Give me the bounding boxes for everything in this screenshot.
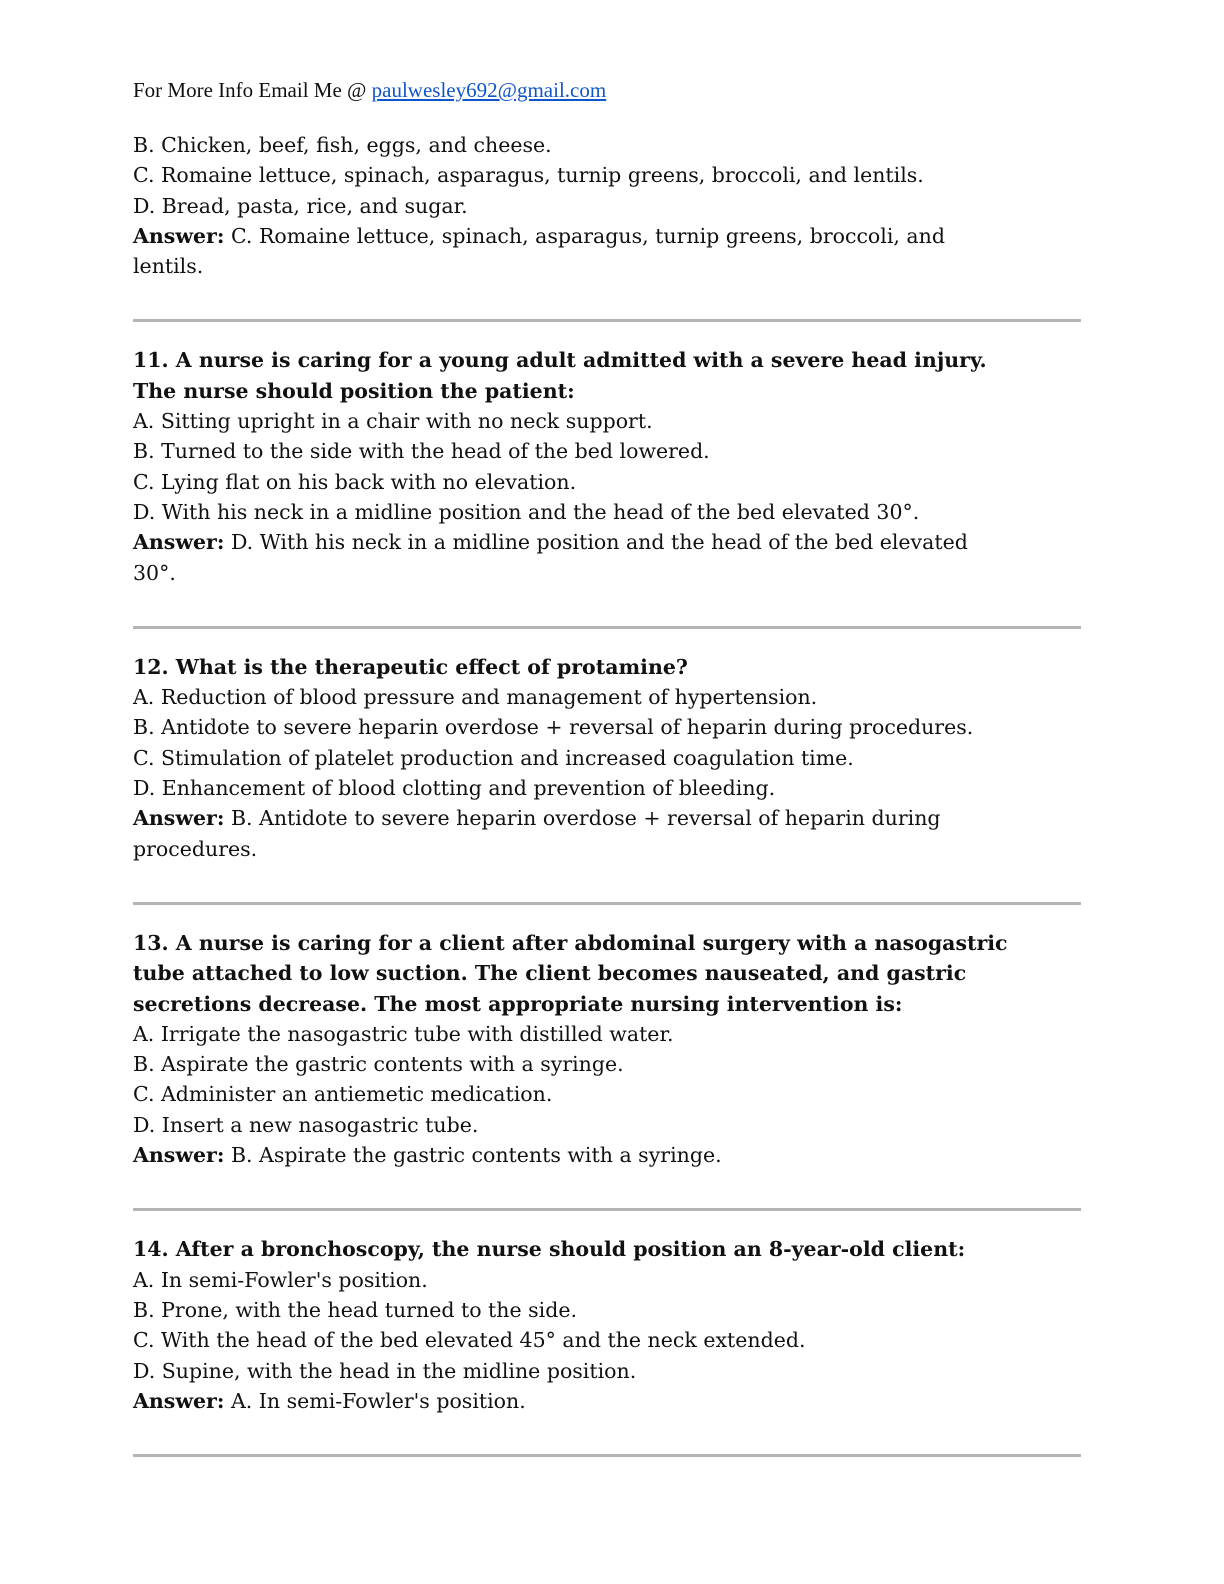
answer-text-cont: 30°.	[133, 560, 176, 585]
answer-line	[133, 527, 1081, 557]
answer-text: B. Antidote to severe heparin overdose + reversal of heparin during	[230, 806, 941, 831]
option-c: C. Lying flat on his back with no elevation.	[133, 469, 577, 494]
option-d: D. Insert a new nasogastric tube.	[133, 1112, 479, 1137]
answer-label: Answer:	[133, 1388, 225, 1413]
question-text: 13. A nurse is caring for a client after abdominal surgery with a nasogastric	[133, 930, 1008, 955]
option-a: A. In semi-Fowler's position.	[133, 1267, 428, 1292]
answer-text: A. In semi-Fowler's position.	[230, 1388, 526, 1413]
option-b: B. Prone, with the head turned to the side.	[133, 1297, 577, 1322]
question-14	[133, 1234, 1081, 1416]
option-d: D. Bread, pasta, rice, and sugar.	[133, 193, 468, 218]
answer-label: Answer:	[133, 1143, 225, 1168]
option-c: C. Administer an antiemetic medication.	[133, 1082, 553, 1107]
document-body	[133, 130, 1081, 1457]
answer-line	[133, 221, 1081, 251]
page-header	[133, 76, 606, 104]
option-c: C. Stimulation of platelet production and increased coagulation time.	[133, 745, 854, 770]
option-a: A. Irrigate the nasogastric tube with distilled water.	[133, 1021, 674, 1046]
question-text: 11. A nurse is caring for a young adult admitted with a severe head injury.	[133, 348, 987, 373]
question-text: 12. What is the therapeutic effect of protamine?	[133, 654, 688, 679]
question-text-cont: secretions decrease. The most appropriate nursing intervention is:	[133, 991, 903, 1016]
option-d: D. With his neck in a midline position and the head of the bed elevated 30°.	[133, 499, 920, 524]
option-b: B. Antidote to severe heparin overdose + reversal of heparin during procedures.	[133, 715, 974, 740]
question-10-continued	[133, 130, 1081, 281]
option-b: B. Turned to the side with the head of the bed lowered.	[133, 439, 710, 464]
answer-label: Answer:	[133, 530, 225, 555]
option-a: A. Sitting upright in a chair with no neck support.	[133, 409, 653, 434]
divider	[133, 1454, 1081, 1457]
option-c: C. Romaine lettuce, spinach, asparagus, turnip greens, broccoli, and lentils.	[133, 163, 924, 188]
answer-label: Answer:	[133, 806, 225, 831]
answer-text: D. With his neck in a midline position and the head of the bed elevated	[230, 530, 968, 555]
question-text: 14. After a bronchoscopy, the nurse should position an 8-year-old client:	[133, 1237, 966, 1262]
option-b: B. Chicken, beef, fish, eggs, and cheese.	[133, 133, 552, 157]
answer-text: C. Romaine lettuce, spinach, asparagus, turnip greens, broccoli, and	[230, 223, 945, 248]
answer-line	[133, 1386, 1081, 1416]
question-text-cont: The nurse should position the patient:	[133, 378, 575, 403]
answer-line	[133, 1140, 1081, 1170]
header-prefix: For More Info Email Me @	[133, 78, 367, 102]
email-link[interactable]: paulwesley692@gmail.com	[371, 78, 607, 102]
answer-label: Answer:	[133, 223, 225, 248]
question-text-cont: tube attached to low suction. The client becomes nauseated, and gastric	[133, 961, 967, 986]
answer-text-cont: procedures.	[133, 836, 258, 861]
question-13	[133, 928, 1081, 1170]
option-b: B. Aspirate the gastric contents with a syringe.	[133, 1052, 624, 1077]
option-d: D. Supine, with the head in the midline position.	[133, 1358, 637, 1383]
answer-text: B. Aspirate the gastric contents with a syringe.	[230, 1143, 722, 1168]
question-12	[133, 652, 1081, 864]
option-c: C. With the head of the bed elevated 45° and the neck extended.	[133, 1328, 806, 1353]
answer-text-cont: lentils.	[133, 254, 204, 279]
answer-line	[133, 803, 1081, 833]
option-a: A. Reduction of blood pressure and management of hypertension.	[133, 685, 818, 710]
question-11	[133, 345, 1081, 587]
option-d: D. Enhancement of blood clotting and prevention of bleeding.	[133, 776, 776, 801]
